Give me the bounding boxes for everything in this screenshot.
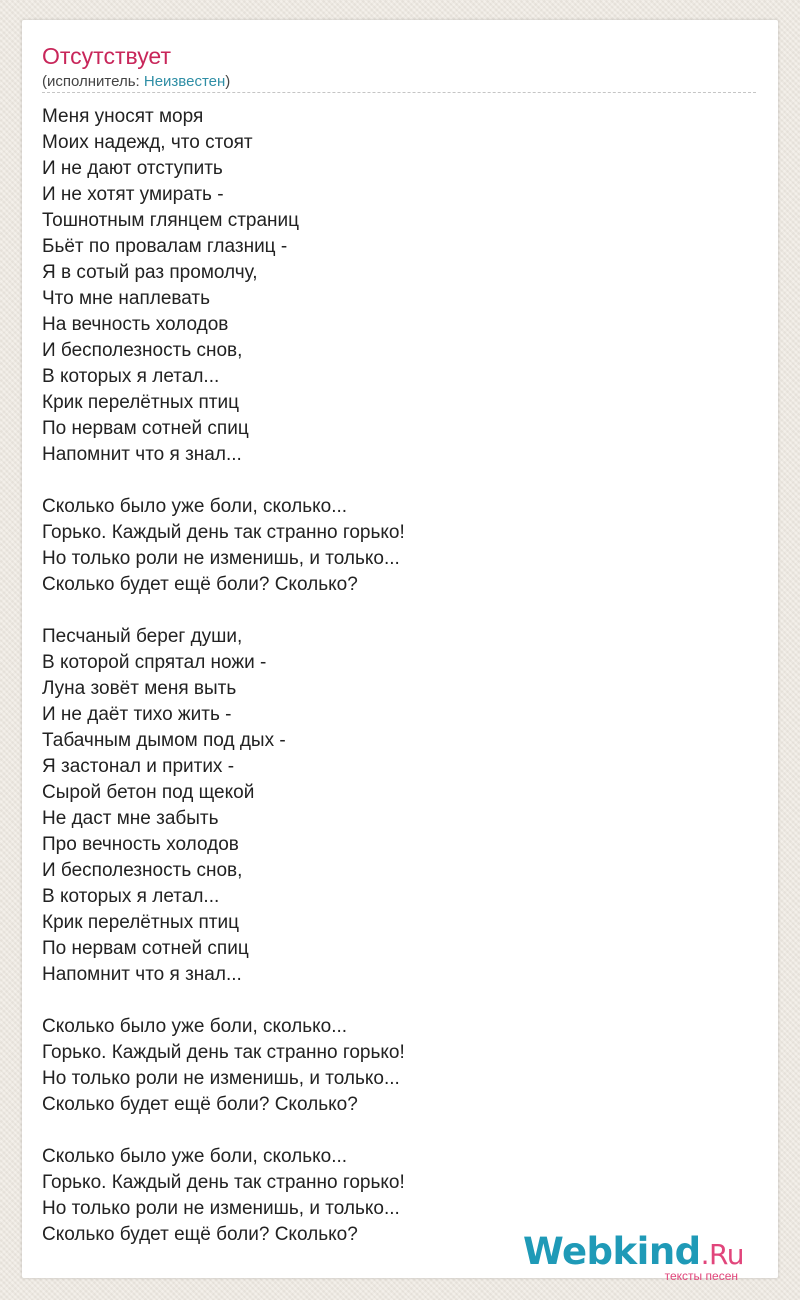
lyric-line: В которой спрятал ножи - xyxy=(42,652,267,673)
artist-prefix: (исполнитель: xyxy=(42,73,144,90)
lyric-line: Сколько было уже боли, сколько... xyxy=(42,1016,348,1037)
lyric-line: Горько. Каждый день так странно горько! xyxy=(42,522,405,543)
song-title: Отсутствует xyxy=(42,43,171,69)
lyric-line: Песчаный берег души, xyxy=(42,626,243,647)
lyrics-card xyxy=(22,20,778,1283)
lyrics-text xyxy=(42,104,405,1248)
lyric-line: Сколько будет ещё боли? Сколько? xyxy=(42,1094,358,1115)
logo-tld: .Ru xyxy=(700,1238,744,1271)
artist-suffix: ) xyxy=(225,73,231,90)
lyric-line: Не даст мне забыть xyxy=(42,808,219,829)
stanza-gap xyxy=(42,468,405,494)
stanza-gap xyxy=(42,988,405,1014)
site-logo[interactable] xyxy=(523,1232,744,1282)
artist-link[interactable]: Неизвестен xyxy=(143,73,226,90)
lyric-line: Я в сотый раз промолчу, xyxy=(42,262,258,283)
stanza-gap xyxy=(42,598,405,624)
lyric-line: И не хотят умирать - xyxy=(42,184,224,205)
lyric-line: По нервам сотней спиц xyxy=(42,418,249,439)
lyric-line: Я застонал и притих - xyxy=(42,756,235,777)
lyric-line: И не дают отступить xyxy=(42,158,223,179)
lyric-line: Но только роли не изменишь, и только... xyxy=(42,1068,400,1089)
lyric-line: Но только роли не изменишь, и только... xyxy=(42,548,400,569)
lyric-line: Напомнит что я знал... xyxy=(42,444,242,465)
lyric-line: И бесполезность снов, xyxy=(42,860,243,881)
stanza-gap xyxy=(42,1118,405,1144)
lyric-line: Сколько было уже боли, сколько... xyxy=(42,1146,348,1167)
lyric-line: Горько. Каждый день так странно горько! xyxy=(42,1042,405,1063)
lyric-line: Крик перелётных птиц xyxy=(42,392,239,413)
lyric-line: На вечность холодов xyxy=(42,314,229,335)
lyric-line: По нервам сотней спиц xyxy=(42,938,249,959)
lyric-line: И бесполезность снов, xyxy=(42,340,243,361)
lyric-line: И не даёт тихо жить - xyxy=(42,704,232,725)
lyric-line: Луна зовёт меня выть xyxy=(42,678,237,699)
lyric-line: Сколько было уже боли, сколько... xyxy=(42,496,348,517)
logo-brand: Webkind xyxy=(522,1230,701,1273)
lyric-line: Сколько будет ещё боли? Сколько? xyxy=(42,574,358,595)
lyric-line: Что мне наплевать xyxy=(42,288,211,309)
lyric-line: В которых я летал... xyxy=(42,366,220,387)
lyric-line: Напомнит что я знал... xyxy=(42,964,242,985)
lyric-line: Моих надежд, что стоят xyxy=(42,132,253,153)
lyric-line: Тошнотным глянцем страниц xyxy=(42,210,300,231)
artist-line xyxy=(42,72,230,92)
lyric-line: Сырой бетон под щекой xyxy=(42,782,255,803)
lyric-line: Но только роли не изменишь, и только... xyxy=(42,1198,400,1219)
lyric-line: Меня уносят моря xyxy=(42,106,204,127)
lyric-line: Бьёт по провалам глазниц - xyxy=(42,236,288,257)
divider xyxy=(42,92,756,93)
lyric-line: Горько. Каждый день так странно горько! xyxy=(42,1172,405,1193)
lyric-line: Табачным дымом под дых - xyxy=(42,730,286,751)
lyric-line: Сколько будет ещё боли? Сколько? xyxy=(42,1224,358,1245)
lyric-line: Про вечность холодов xyxy=(42,834,239,855)
lyric-line: Крик перелётных птиц xyxy=(42,912,239,933)
lyric-line: В которых я летал... xyxy=(42,886,220,907)
logo-tagline: тексты песен xyxy=(664,1269,738,1283)
